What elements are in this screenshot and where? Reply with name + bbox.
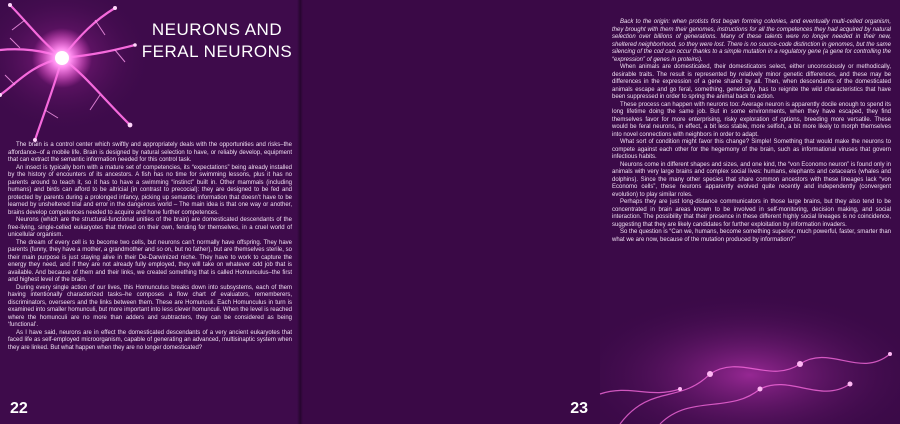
- paragraph: Neurons (which are the structural-functional unities of the brain) are domesticated descendants of the free-living, single-celled eukaryotes that thrived on their own, fending for themselves, in a cruel world of unicellular organism.: [8, 217, 292, 238]
- page-number-left: 22: [10, 400, 28, 417]
- book-gutter: [297, 0, 303, 424]
- paragraph: The dream of every cell is to become two cells, but neurons can’t normally have offspring. They have parents (funny, they have a mother, a grandmother and so on, but no father), but are themselves sterile, so their main purpose is just staying alive in their De-Darwinized niche. They have to work to capture the energy they need, and if they are not already fully employed, they will take on whatever odd job that is available. And because of them and their links, we created something that is called Homunculus–the first and highest level of the brain.: [8, 239, 292, 283]
- title-line-1: NEURONS AND: [151, 20, 283, 40]
- right-body-text: [612, 19, 891, 244]
- paragraph: What sort of condition might favor this change? Simple! Something that would make the neurons to compete against each other for the hegemony of the brain, such as informational viruses that govern infectious habits.: [612, 139, 891, 160]
- left-body-text: [8, 142, 292, 352]
- paragraph: An insect is typically born with a mature set of competencies, its “expectations” being already installed by the history of encounters of its ancestors. A fish has no time for swimming lessons, plus it has no parents around to teach it, so it has to have a swimming “instinct” built in. Other mammals (including humans) and birds can afford to be altricial (in contrast to precocial): they are designed to be fed and protected by parents during a prolonged infancy, picking up semantic information that doesn’t have to be learned by unsheltered trial and error in the dangerous world – The main idea is that one way or another, brains develop competences needed to acquire and hone further competences.: [8, 164, 292, 216]
- paragraph: These process can happen with neurons too: Average neuron is apparently docile enough to spend its long lifetime doing the same job. But in some environments, when they have escaped, they find themselves favor for more enterprising, risky exploration of options, breeding more versatile. These would be feral neurons, in effect, a bit less stable, more selfish, a bit more likely to morph themselves into novel connections with neighbors in order to adapt.: [612, 101, 891, 138]
- intro-paragraph: Back to the origin: when protists first began forming colonies, and eventually multi-celled organism, they brought with them their genomes, instructions for all the competences they had acquired by natural selection over billions of generations. Many of these talents were no longer needed in their new, sheltered neighborhood, so they were lost. There is no source-code distinction in genomes, but the same silencing of the cod can occur thanks to a simple mutation in a regulatory gene (a gene for controlling the “expression” of genes in proteins).: [612, 19, 891, 63]
- paragraph: Neurons come in different shapes and sizes, and one kind, the “von Economo neuron” is found only in animals with very large brains and complex social lives: humans, elephants and cetaceans (whales and dolphins). Since the many other species that share common ancestors with these lineages lack “von Economo cells”, these neurons apparently evolved quite recently and independently (convergent evolution) to play similar roles.: [612, 161, 891, 198]
- left-page: [0, 0, 300, 424]
- paragraph: The brain is a control center which swiftly and appropriately deals with the opportunities and risks–the affordance–of a mobile life. Brain is designed by natural selection to have, or reliably develop, equipment that can extract the semantic information needed for this control task.: [8, 142, 292, 163]
- paragraph: When animals are domesticated, their domesticators select, either unconsciously or methodically, desirable traits. The result is represented by relatively minor genetic differences, and these may be differences in the expression of a gene shared by all. Then, when descendants of the domesticated animals escape and go feral, something, genetically, has to reignite the wild characteristics that have been suppressed in order to spring the animal back to action.: [612, 64, 891, 100]
- right-page: [300, 0, 891, 424]
- paragraph: During every single action of our lives, this Homunculus breaks down into subsystems, each of them having intentionally characterized tasks–he composes a flow chart of evaluators, rememberers, discriminators, overseers and the links between them. These are Homunculi. Each Homunculus in turn is examined into smaller homunculi, but more important into less clever homunculi. When the level is reached where the homunculi are no more than adders and subtracters, they can be considered as being ‘functional’.: [8, 284, 292, 328]
- title-line-2: FERAL NEURONS: [141, 42, 293, 62]
- paragraph: Perhaps they are just long-distance communicators in those large brains, but they also tend to be concentrated in brain areas known to be involved in self-monitoring, decision making, and social interaction. The possibility that their presence in these different highly social lineages is no coincidence, suggesting that they are likely candidates for further exploitation by information invaders.: [612, 199, 891, 228]
- paragraph: So the question is “Can we, humans, become something superior, much powerful, faster, smarter than what we are now, because of the mutation produced by information?”: [612, 229, 891, 243]
- paragraph: As I have said, neurons are in effect the domesticated descendants of a very ancient eukaryotes that faced life as self-employed microorganism, capable of generating an advanced, multisinaptic system when they are linked. But what happen when they are no longer domesticated?: [8, 329, 292, 351]
- neural-network-illustration: [600, 284, 900, 424]
- page-title: [138, 19, 296, 63]
- page-number-right: 23: [570, 400, 588, 417]
